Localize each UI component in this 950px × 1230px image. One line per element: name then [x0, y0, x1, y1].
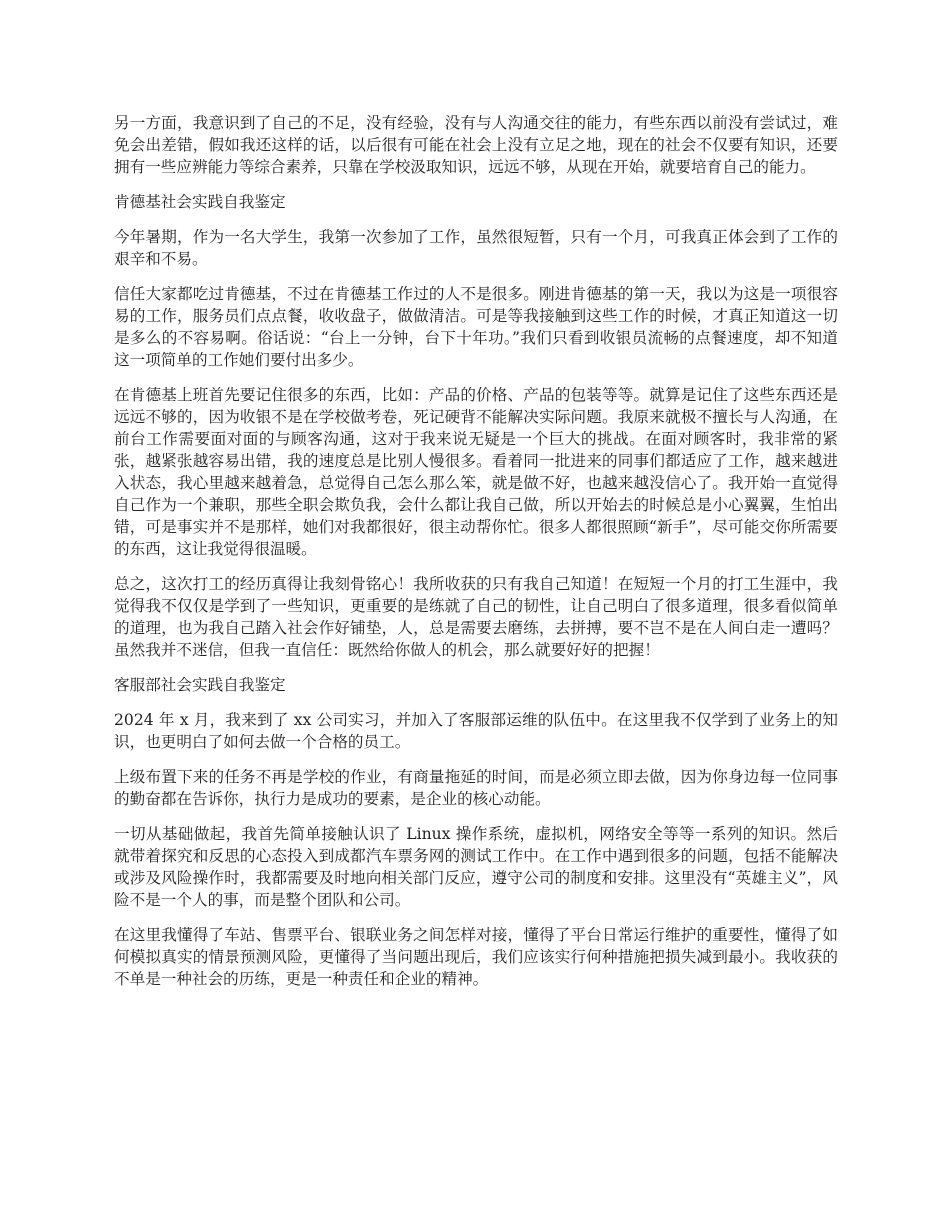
paragraph-kfc-1: 今年暑期，作为一名大学生，我第一次参加了工作，虽然很短暂，只有一个月，可我真正体会到了工作的艰辛和不易。 [114, 228, 838, 268]
document-body [114, 112, 838, 1003]
paragraph-cs-4: 在这里我懂得了车站、售票平台、银联业务之间怎样对接，懂得了平台日常运行维护的重要性，懂得了如何模拟真实的情景预测风险，更懂得了当问题出现后，我们应该实行何种措施把损失减到最小。我收获的不单是一种社会的历练，更是一种责任和企业的精神。 [114, 926, 838, 988]
section-heading-kfc: 肯德基社会实践自我鉴定 [114, 193, 286, 211]
paragraph-intro: 另一方面，我意识到了自己的不足，没有经验，没有与人沟通交往的能力，有些东西以前没有尝试过，难免会出差错，假如我还这样的话，以后很有可能在社会上没有立足之地，现在的社会不仅要有知识，还要拥有一些应辨能力等综合素养，只靠在学校汲取知识，远远不够，从现在开始，就要培育自己的能力。 [114, 114, 838, 176]
paragraph-kfc-2: 信任大家都吃过肯德基，不过在肯德基工作过的人不是很多。刚进肯德基的第一天，我以为这是一项很容易的工作，服务员们点点餐，收收盘子，做做清洁。可是等我接触到这些工作的时候，才真正知道这一切是多么的不容易啊。俗话说：“台上一分钟，台下十年功。”我们只看到收银员流畅的点餐速度，却不知道这一项简单的工作她们要付出多少。 [114, 285, 838, 369]
paragraph-cs-3: 一切从基础做起，我首先简单接触认识了 Linux 操作系统，虚拟机，网络安全等等一系列的知识。然后就带着探究和反思的心态投入到成都汽车票务网的测试工作中。在工作中遇到很多的问题，包括不能解决或涉及风险操作时，我都需要及时地向相关部门反应，遵守公司的制度和安排。这里没有“英雄主义”，风险不是一个人的事，而是整个团队和公司。 [114, 825, 838, 909]
paragraph-cs-1: 2024 年 x 月，我来到了 xx 公司实习，并加入了客服部运维的队伍中。在这里我不仅学到了业务上的知识，也更明白了如何去做一个合格的员工。 [114, 711, 838, 751]
section-heading-customer-service: 客服部社会实践自我鉴定 [114, 676, 286, 694]
paragraph-cs-2: 上级布置下来的任务不再是学校的作业，有商量拖延的时间，而是必须立即去做，因为你身边每一位同事的勤奋都在告诉你，执行力是成功的要素，是企业的核心动能。 [114, 768, 838, 808]
paragraph-kfc-3: 在肯德基上班首先要记住很多的东西，比如：产品的价格、产品的包装等等。就算是记住了这些东西还是远远不够的，因为收银不是在学校做考卷，死记硬背不能解决实际问题。我原来就极不擅长与人沟通，在前台工作需要面对面的与顾客沟通，这对于我来说无疑是一个巨大的挑战。在面对顾客时，我非常的紧张，越紧张越容易出错，我的速度总是比别人慢很多。看着同一批进来的同事们都适应了工作，越来越进入状态，我心里越来越着急，总觉得自己怎么那么笨，就是做不好，也越来越没信心了。我开始一直觉得自己作为一个兼职，那些全职会欺负我，会什么都让我自己做，所以开始去的时候总是小心翼翼，生怕出错，可是事实并不是那样，她们对我都很好，很主动帮你忙。很多人都很照顾“新手”，尽可能交你所需要的东西，这让我觉得很温暖。 [114, 386, 838, 558]
paragraph-kfc-4: 总之，这次打工的经历真得让我刻骨铭心！我所收获的只有我自己知道！在短短一个月的打工生涯中，我觉得我不仅仅是学到了一些知识，更重要的是练就了自己的韧性，让自己明白了很多道理，很多看似简单的道理，也为我自己踏入社会作好铺垫，人，总是需要去磨练，去拼搏，要不岂不是在人间白走一遭吗？虽然我并不迷信，但我一直信任：既然给你做人的机会，那么就要好好的把握！ [114, 575, 838, 659]
